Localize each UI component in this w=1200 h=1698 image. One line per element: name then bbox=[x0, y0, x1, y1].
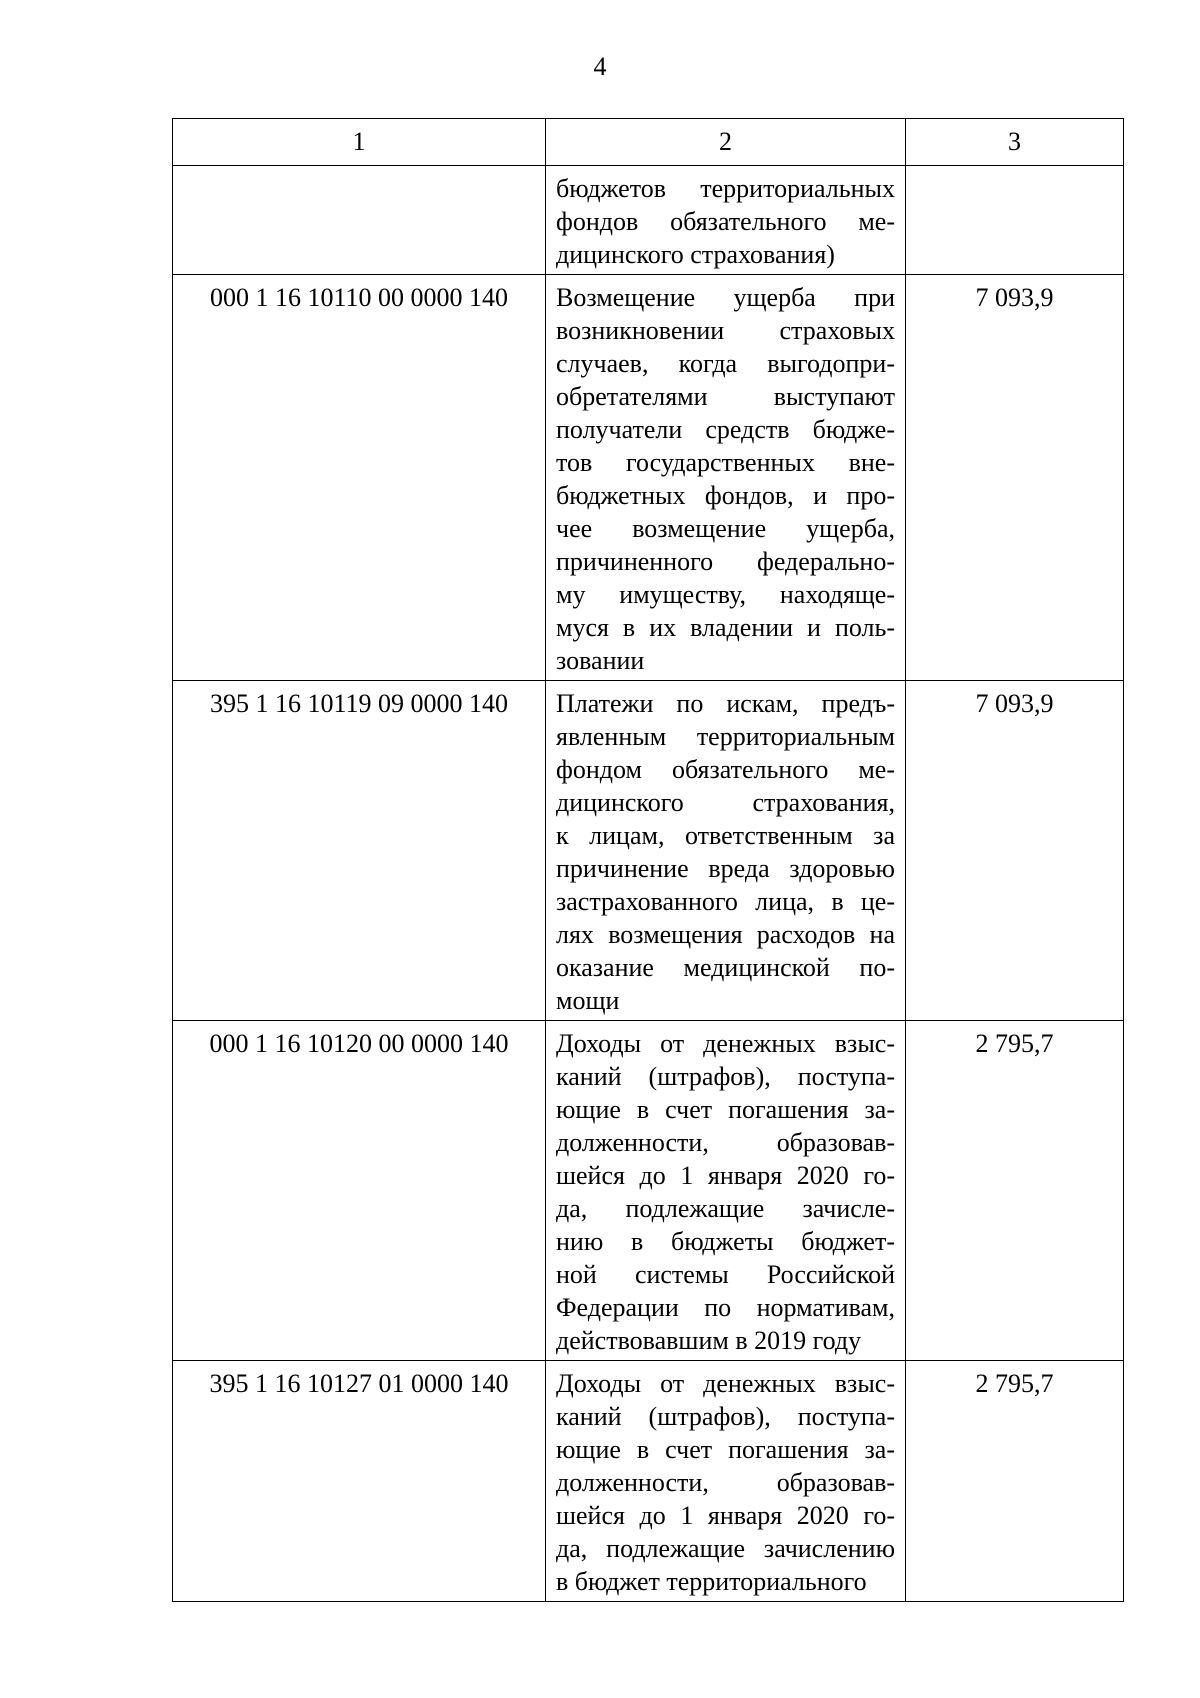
description-line: оказание медицинской по- bbox=[556, 953, 895, 982]
description-line: мощи bbox=[556, 986, 620, 1015]
column-header-amount: 3 bbox=[906, 119, 1124, 166]
amount-cell bbox=[906, 166, 1124, 275]
description-line: му имуществу, находяще- bbox=[556, 580, 895, 609]
table-row bbox=[173, 1021, 1124, 1361]
description-cell bbox=[546, 1361, 906, 1602]
table-row bbox=[173, 681, 1124, 1021]
page-number: 4 bbox=[593, 52, 607, 81]
description-line: да, подлежащие зачисле- bbox=[556, 1194, 895, 1223]
description-cell bbox=[546, 681, 906, 1021]
description-line: долженности, образовав- bbox=[556, 1468, 895, 1497]
classification-code-cell: 395 1 16 10119 09 0000 140 bbox=[173, 681, 546, 1021]
table-row bbox=[173, 166, 1124, 275]
description-line: дицинского страхования) bbox=[556, 240, 835, 269]
description-line: дицинского страхования, bbox=[556, 788, 895, 817]
description-line: случаев, когда выгодопри- bbox=[556, 349, 895, 378]
description-line: Возмещение ущерба при bbox=[556, 283, 895, 312]
description-line: Доходы от денежных взыс- bbox=[556, 1029, 895, 1058]
column-header-code: 1 bbox=[173, 119, 546, 166]
description-line: обретателями выступают bbox=[556, 382, 895, 411]
column-header-description: 2 bbox=[546, 119, 906, 166]
amount-cell: 2 795,7 bbox=[906, 1361, 1124, 1602]
description-line: застрахованного лица, в це- bbox=[556, 887, 895, 916]
table-body bbox=[173, 166, 1124, 1602]
description-line: бюджетов территориальных bbox=[556, 174, 895, 203]
description-line: ной системы Российской bbox=[556, 1260, 895, 1289]
classification-code-cell bbox=[173, 166, 546, 275]
description-line: фондом обязательного ме- bbox=[556, 755, 895, 784]
description-line: ющие в счет погашения за- bbox=[556, 1435, 895, 1464]
description-line: причиненного федерально- bbox=[556, 547, 895, 576]
amount-cell: 2 795,7 bbox=[906, 1021, 1124, 1361]
description-line: тов государственных вне- bbox=[556, 448, 895, 477]
description-line: муся в их владении и поль- bbox=[556, 613, 895, 642]
description-line: да, подлежащие зачислению bbox=[556, 1534, 895, 1563]
amount-cell: 7 093,9 bbox=[906, 275, 1124, 681]
description-line: действовавшим в 2019 году bbox=[556, 1326, 862, 1355]
description-line: причинение вреда здоровью bbox=[556, 854, 895, 883]
description-line: фондов обязательного ме- bbox=[556, 207, 895, 236]
classification-code-cell: 000 1 16 10120 00 0000 140 bbox=[173, 1021, 546, 1361]
description-line: возникновении страховых bbox=[556, 316, 895, 345]
table-header-row bbox=[173, 119, 1124, 166]
description-line: к лицам, ответственным за bbox=[556, 821, 895, 850]
description-line: получатели средств бюдже- bbox=[556, 415, 895, 444]
classification-code-cell: 395 1 16 10127 01 0000 140 bbox=[173, 1361, 546, 1602]
description-line: каний (штрафов), поступа- bbox=[556, 1062, 895, 1091]
classification-code-cell: 000 1 16 10110 00 0000 140 bbox=[173, 275, 546, 681]
description-line: лях возмещения расходов на bbox=[556, 920, 895, 949]
description-line: Доходы от денежных взыс- bbox=[556, 1369, 895, 1398]
table-row bbox=[173, 1361, 1124, 1602]
description-line: каний (штрафов), поступа- bbox=[556, 1402, 895, 1431]
description-line: Платежи по искам, предъ- bbox=[556, 689, 895, 718]
description-line: ющие в счет погашения за- bbox=[556, 1095, 895, 1124]
description-line: зовании bbox=[556, 646, 645, 675]
description-line: Федерации по нормативам, bbox=[556, 1293, 895, 1322]
description-line: в бюджет территориального bbox=[556, 1567, 867, 1596]
table-row bbox=[173, 275, 1124, 681]
description-line: чее возмещение ущерба, bbox=[556, 514, 895, 543]
description-line: явленным территориальным bbox=[556, 722, 895, 751]
description-line: бюджетных фондов, и про- bbox=[556, 481, 895, 510]
budget-table bbox=[172, 118, 1124, 1602]
description-cell bbox=[546, 275, 906, 681]
description-line: нию в бюджеты бюджет- bbox=[556, 1227, 895, 1256]
description-line: шейся до 1 января 2020 го- bbox=[556, 1161, 895, 1190]
description-line: долженности, образовав- bbox=[556, 1128, 895, 1157]
description-cell bbox=[546, 166, 906, 275]
description-cell bbox=[546, 1021, 906, 1361]
amount-cell: 7 093,9 bbox=[906, 681, 1124, 1021]
description-line: шейся до 1 января 2020 го- bbox=[556, 1501, 895, 1530]
